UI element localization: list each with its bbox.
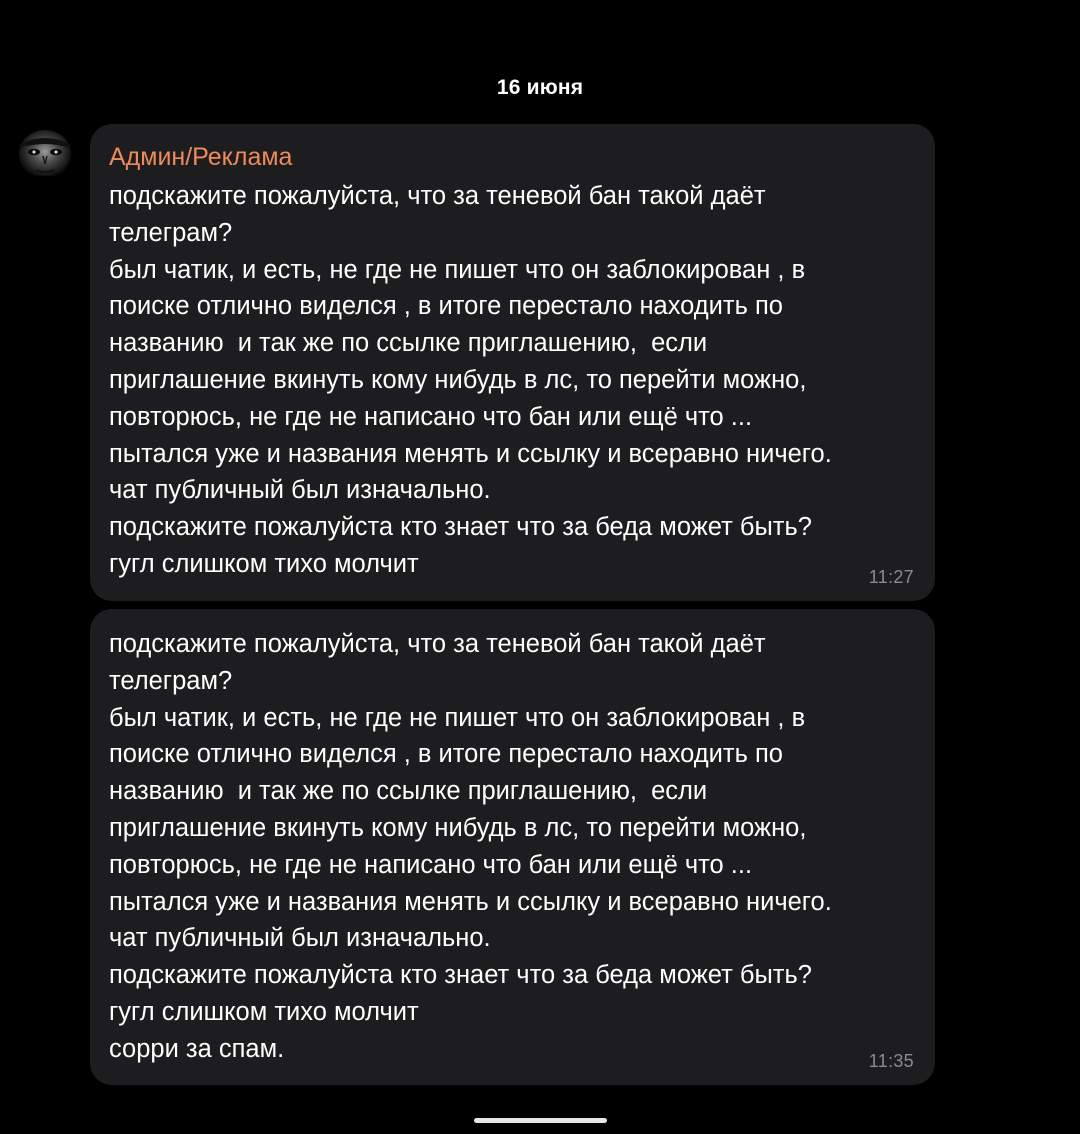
message-line: сорри за спам. — [109, 1034, 285, 1063]
message-line: повторюсь, не где не написано что бан или ещё что ... — [109, 850, 753, 879]
message-line: пытался уже и названия менять и ссылку и всеравно ничего. — [109, 439, 832, 468]
message-line: чат публичный был изначально. — [109, 476, 491, 505]
message-bubble[interactable] — [90, 124, 935, 601]
message-text — [109, 178, 835, 583]
message-line: подскажите пожалуйста, что за теневой бан такой даёт — [109, 182, 766, 210]
message-line: был чатик, и есть, не где не пишет что он заблокирован , в — [109, 255, 806, 284]
message-time: 11:35 — [868, 1051, 914, 1071]
message-line: названию и так же по ссылке приглашению, если — [109, 777, 708, 806]
message-line: был чатик, и есть, не где не пишет что он заблокирован , в — [109, 703, 806, 732]
message-line: телеграм? — [109, 666, 233, 695]
message-time: 11:27 — [868, 567, 914, 587]
sender-name[interactable]: Админ/Реклама — [109, 143, 293, 171]
message-line: поиске отлично виделся , в итоге перестало находить по — [109, 292, 783, 321]
home-indicator[interactable] — [474, 1118, 607, 1123]
message-text — [109, 626, 835, 1068]
message-line: подскажите пожалуйста кто знает что за беда может быть? — [109, 961, 812, 990]
date-separator: 16 июня — [496, 76, 584, 99]
message-line: подскажите пожалуйста, что за теневой бан такой даёт — [109, 630, 766, 658]
message-line: подскажите пожалуйста кто знает что за беда может быть? — [109, 513, 812, 542]
message-line: телеграм? — [109, 218, 233, 247]
message-line: приглашение вкинуть кому нибудь в лс, то перейти можно, — [109, 813, 807, 842]
message-line: названию и так же по ссылке приглашению, если — [109, 329, 708, 358]
message-line: пытался уже и названия менять и ссылку и всеравно ничего. — [109, 887, 832, 916]
sender-avatar[interactable] — [14, 124, 76, 186]
message-line: гугл слишком тихо молчит — [109, 997, 419, 1026]
dark-face-avatar-icon — [14, 124, 76, 186]
message-line: поиске отлично виделся , в итоге перестало находить по — [109, 740, 783, 769]
message-line: повторюсь, не где не написано что бан или ещё что ... — [109, 402, 753, 431]
message-line: чат публичный был изначально. — [109, 924, 491, 953]
message-line: гугл слишком тихо молчит — [109, 549, 419, 578]
message-line: приглашение вкинуть кому нибудь в лс, то перейти можно, — [109, 365, 807, 394]
message-bubble[interactable] — [90, 609, 935, 1085]
